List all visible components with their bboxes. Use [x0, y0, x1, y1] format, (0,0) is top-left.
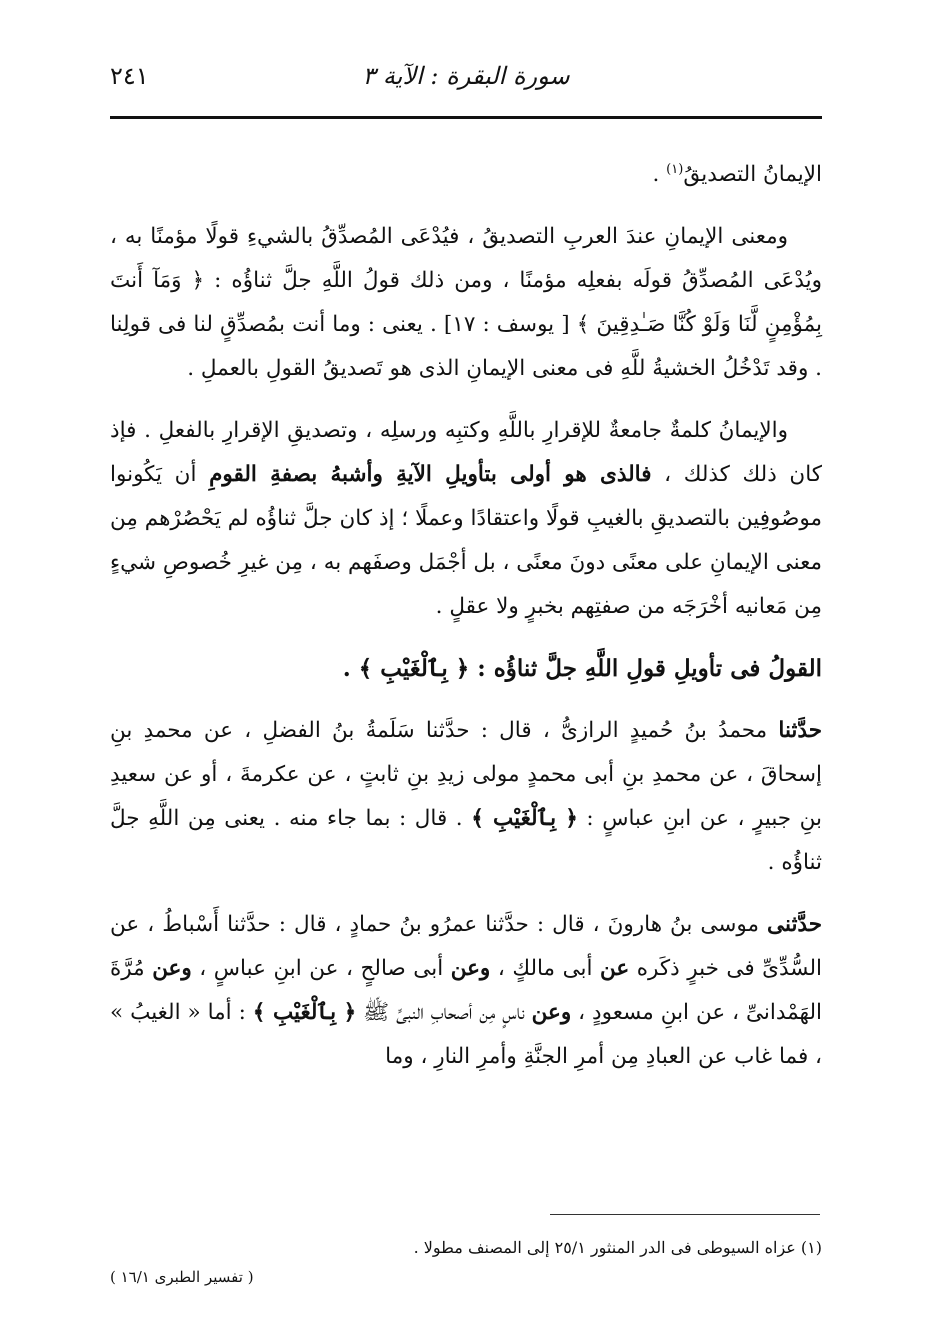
- hadith-1-quote: ﴿ بِٱلْغَيْبِ ﴾: [471, 806, 578, 832]
- section-heading-tail: .: [342, 655, 359, 683]
- hadith-2-text-e: ناسٍ مِن أصحابِ النبىِّ ﷺ: [356, 1000, 532, 1026]
- header-rule: [110, 116, 822, 119]
- page-number: ٢٤١: [110, 62, 149, 90]
- paragraph-3-text-a: والإيمانُ كلمةٌ جامعةٌ للإقرارِ باللَّهِ وكتبِه ورسلِه ، وتصديقِ الإقرارِ بالفعلِ . فإذ كان ذلك كذلك ،: [110, 418, 822, 488]
- paragraph-3-text-b: أن يَكُونوا موصُوفِين بالتصديقِ بالغيبِ قولًا واعتقادًا وعملًا ؛ إذ كان جلَّ ثناؤُه لم يَحْصُرْهم مِن معنى الإيمانِ على معنًى دونَ معنًى ، بل أجْمَل وصفَهم به ، مِن غيرِ خُصوصِ شيءٍ مِن مَعانيه أخْرَجَه من صفتِهم بخبرٍ ولا عقلٍ .: [110, 462, 822, 620]
- footnote: (١) عزاه السيوطى فى الدر المنثور ٢٥/١ إلى المصنف مطولا .: [413, 1238, 822, 1257]
- paragraph-1-text: الإيمانُ التصديقُ: [683, 162, 822, 188]
- hadith-2-an-1: عن: [600, 956, 630, 982]
- hadith-1-text: محمدُ بنُ حُميدٍ الرازىُّ ، قال : حدَّثنا سَلَمةُ بنُ الفضلِ ، عن محمدِ بنِ إسحاقَ ، عن محمدِ بنِ أبى محمدٍ مولى زيدِ بنِ ثابتٍ ، عن عكرمةَ ، أو عن سعيدِ بنِ جبيرٍ ، عن ابنِ عباسٍ :: [110, 718, 822, 832]
- hadith-2-text-f: : أما « الغيبُ » ، فما غاب عن العبادِ مِن أمرِ الجنَّةِ وأمرِ النارِ ، وما: [110, 1000, 822, 1070]
- hadith-2-lead: حدَّثنى: [767, 912, 822, 938]
- hadith-2-text-a: موسى بنُ هارونَ ، قال : حدَّثنا عمرُو بنُ حمادٍ ، قال : حدَّثنا أَسْباطُ ، عن السُّدِّىِّ فى خبرٍ ذكَره: [110, 912, 822, 982]
- section-heading-quote: ﴿ بِٱلْغَيْبِ ﴾: [358, 655, 470, 683]
- paragraph-2: ومعنى الإيمانِ عندَ العربِ التصديقُ ، فيُدْعَى المُصدِّقُ بالشيءِ قولًا مؤمنًا به ، ويُدْعَى المُصدِّقُ قولَه بفعلِه مؤمنًا ، ومن ذلك قولُ اللَّهِ جلَّ ثناؤُه : ﴿ وَمَآ أَنتَ بِمُؤْمِنٍ لَّنَا وَلَوْ كُنَّا صَـٰدِقِينَ ﴾ [ يوسف : ١٧] . يعنى : وما أنت بمُصدِّقٍ لنا فى قولِنا . وقد تَدْخُلُ الخشيةُ للَّهِ فى معنى الإيمانِ الذى هو تَصديقُ القولِ بالعملِ .: [110, 224, 822, 382]
- hadith-2-wan-3: وعن: [531, 1000, 572, 1026]
- paragraph-1: [110, 148, 822, 197]
- hadith-2: [110, 903, 822, 1079]
- hadith-1-tail: . قال : بما جاء منه . يعنى مِن اللَّهِ جلَّ ثناؤُه .: [110, 806, 822, 876]
- hadith-2-wan-2: وعن: [152, 956, 192, 982]
- hadith-1: [110, 709, 822, 885]
- section-heading-text: القولُ فى تأويلِ قولِ اللَّهِ جلَّ ثناؤُه :: [469, 655, 822, 683]
- hadith-2-quote: ﴿ بِٱلْغَيْبِ ﴾: [252, 1000, 357, 1026]
- header-title: سورة البقرة : الآية ٣: [362, 62, 570, 90]
- paragraph-3-bold: فالذى هو أولى بتأويلِ الآيةِ وأشبهُ بصفةِ القومِ: [209, 462, 652, 488]
- hadith-1-lead: حدَّثنا: [778, 718, 822, 744]
- running-header: [110, 62, 822, 102]
- paragraph-3: [110, 409, 822, 629]
- source-reference: ( تفسير الطبرى ١٦/١ ): [110, 1268, 254, 1286]
- hadith-2-wan-1: وعن: [450, 956, 491, 982]
- hadith-2-text-b: أبى مالكٍ ،: [490, 956, 601, 982]
- footnote-mark: (١): [666, 162, 684, 177]
- hadith-2-text-d: مُرَّةَ الهَمْدانىِّ ، عن ابنِ مسعودٍ ،: [110, 956, 822, 1026]
- section-heading: [110, 647, 822, 691]
- footnote-rule: [550, 1214, 820, 1215]
- main-text: [110, 148, 822, 1097]
- paragraph-1-tail: .: [652, 162, 667, 188]
- hadith-2-text-c: أبى صالحٍ ، عن ابنِ عباسٍ ،: [191, 956, 451, 982]
